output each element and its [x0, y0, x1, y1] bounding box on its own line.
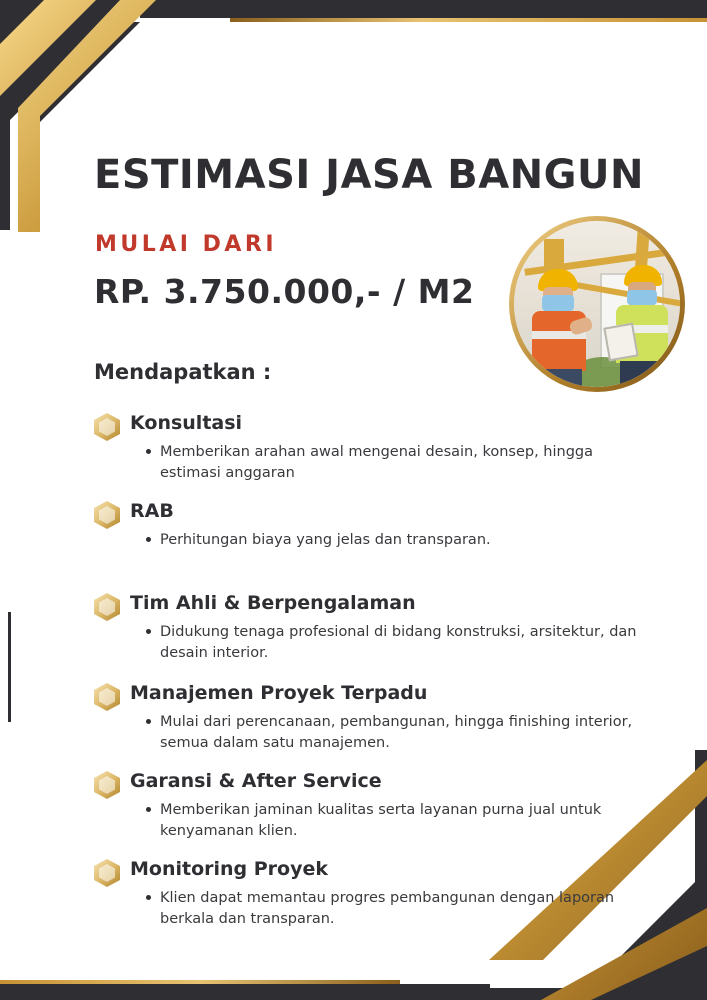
benefit-details	[146, 712, 646, 754]
worker-pants	[536, 369, 582, 387]
benefit-title: Tim Ahli & Berpengalaman	[130, 592, 416, 614]
benefit-bullet: Memberikan jaminan kualitas serta layanan purna jual untuk kenyamanan klien.	[146, 800, 646, 842]
benefit-title: Garansi & After Service	[130, 770, 382, 792]
benefit-title: RAB	[130, 500, 174, 522]
face-mask-icon	[627, 290, 657, 305]
benefit-bullet: Didukung tenaga profesional di bidang konstruksi, arsitektur, dan desain interior.	[146, 622, 646, 664]
page-title: ESTIMASI JASA BANGUN	[94, 152, 644, 198]
face-mask-icon	[542, 295, 574, 311]
hexagon-bullet-icon	[94, 593, 120, 621]
benefit-details	[146, 442, 646, 484]
hexagon-bullet-icon	[94, 501, 120, 529]
worker-pants	[620, 361, 664, 387]
benefit-title: Manajemen Proyek Terpadu	[130, 682, 428, 704]
clipboard-icon	[603, 323, 638, 362]
hexagon-bullet-icon	[94, 771, 120, 799]
hexagon-bullet-icon	[94, 859, 120, 887]
benefit-title: Konsultasi	[130, 412, 243, 434]
benefit-bullet: Perhitungan biaya yang jelas dan transparan.	[146, 530, 646, 551]
hexagon-bullet-icon	[94, 413, 120, 441]
benefit-details	[146, 888, 646, 930]
benefit-bullet: Klien dapat memantau progres pembangunan dengan laporan berkala dan transparan.	[146, 888, 646, 930]
hexagon-bullet-icon	[94, 683, 120, 711]
benefit-details	[146, 622, 646, 664]
section-heading-benefits: Mendapatkan :	[94, 360, 272, 384]
benefit-details	[146, 530, 646, 551]
photo-worker-right	[612, 265, 674, 387]
benefit-details	[146, 800, 646, 842]
benefit-bullet: Memberikan arahan awal mengenai desain, konsep, hingga estimasi anggaran	[146, 442, 646, 484]
worker-photo	[514, 221, 680, 387]
benefit-title: Monitoring Proyek	[130, 858, 329, 880]
price-text: RP. 3.750.000,- / M2	[94, 272, 475, 311]
benefit-bullet: Mulai dari perencanaan, pembangunan, hingga finishing interior, semua dalam satu manajemen.	[146, 712, 646, 754]
worker-photo-frame	[509, 216, 685, 392]
subtitle: MULAI DARI	[95, 232, 278, 257]
photo-worker-left	[528, 269, 590, 387]
